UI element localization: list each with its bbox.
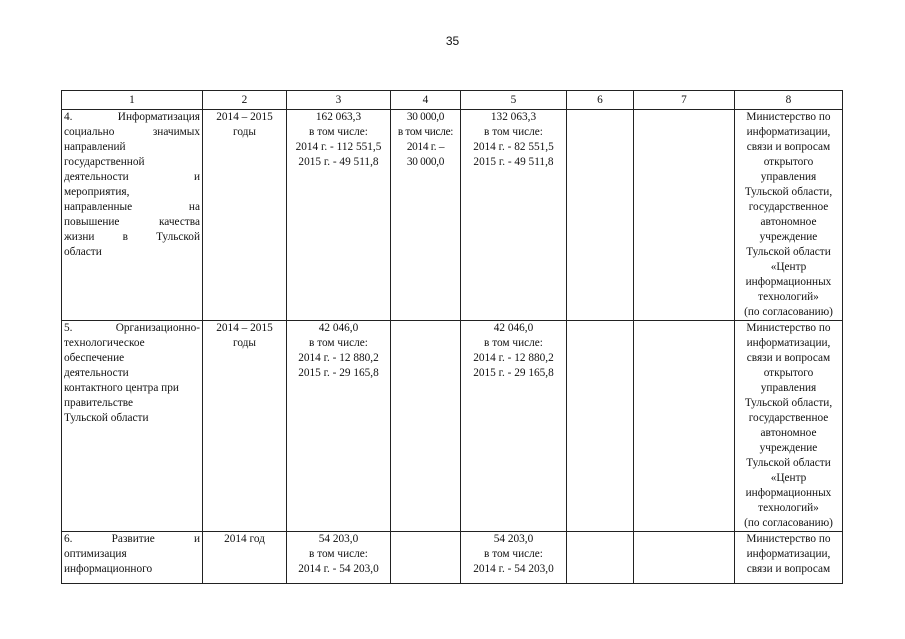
activity-name-line: деятельности — [64, 367, 129, 379]
other-funding-cell — [634, 532, 735, 584]
total-funding-line: 2014 г. - 54 203,0 — [298, 563, 379, 575]
executor-line: связи и вопросам — [746, 141, 831, 153]
header-row — [62, 91, 843, 110]
period-line: годы — [232, 126, 256, 138]
executor-line: информационных — [745, 487, 832, 499]
executor-line: учреждение — [759, 231, 818, 243]
executor-line: (по согласованию) — [744, 306, 833, 318]
executor-line: автономное — [760, 216, 817, 228]
total-funding-line: 42 046,0 — [318, 322, 359, 334]
header-cell: 8 — [735, 91, 843, 110]
activity-name-line: контактного центра при — [64, 382, 179, 394]
header-cell: 6 — [567, 91, 634, 110]
total-funding-line: в том числе: — [309, 126, 368, 138]
regional-funding-line: в том числе: — [484, 337, 543, 349]
federal-funding-cell — [391, 321, 461, 532]
executor-line: Тульской области, — [744, 186, 833, 198]
program-table — [61, 90, 843, 584]
header-cell: 5 — [461, 91, 567, 110]
activity-name-cell — [62, 110, 203, 321]
local-funding-cell — [567, 532, 634, 584]
executor-line: Тульской области — [746, 457, 831, 469]
federal-funding-line: в том числе: — [397, 126, 454, 138]
executor-line: открытого — [763, 156, 814, 168]
executor-line: связи и вопросам — [746, 352, 831, 364]
table-body — [62, 110, 843, 584]
executor-line: «Центр — [770, 261, 807, 273]
executor-line: (по согласованию) — [744, 517, 833, 529]
executor-line: «Центр — [770, 472, 807, 484]
executor-cell — [735, 110, 843, 321]
executor-line: управления — [760, 382, 817, 394]
executor-line: управления — [760, 171, 817, 183]
activity-name-line: государственной — [64, 156, 145, 168]
executor-cell — [735, 321, 843, 532]
federal-funding-line: 30 000,0 — [406, 111, 445, 123]
federal-funding-line: 30 000,0 — [406, 156, 445, 168]
federal-funding-cell — [391, 110, 461, 321]
regional-funding-line: 2014 г. - 82 551,5 — [473, 141, 554, 153]
executor-line: государственное — [748, 201, 829, 213]
local-funding-cell — [567, 321, 634, 532]
local-funding-cell — [567, 110, 634, 321]
regional-funding-cell — [461, 321, 567, 532]
executor-line: информатизации, — [746, 548, 831, 560]
total-funding-line: 162 063,3 — [315, 111, 362, 123]
activity-name-line: направлений — [64, 141, 126, 153]
executor-line: информатизации, — [746, 337, 831, 349]
period-line: годы — [232, 337, 256, 349]
total-funding-line: 54 203,0 — [318, 533, 359, 545]
total-funding-cell — [287, 532, 391, 584]
total-funding-line: в том числе: — [309, 337, 368, 349]
period-line: 2014 – 2015 — [216, 111, 273, 123]
activity-name-line: 5. Организационно- — [64, 322, 200, 334]
regional-funding-line: 2014 г. - 12 880,2 — [473, 352, 554, 364]
period-line: 2014 – 2015 — [216, 322, 273, 334]
table-row — [62, 110, 843, 321]
activity-name-line: технологическое — [64, 337, 145, 349]
executor-cell — [735, 532, 843, 584]
activity-name-line: области — [64, 246, 102, 258]
executor-line: учреждение — [759, 442, 818, 454]
federal-funding-line: 2014 г. – — [406, 141, 445, 153]
federal-funding-cell — [391, 532, 461, 584]
activity-name-line: правительстве — [64, 397, 134, 409]
regional-funding-line: 42 046,0 — [493, 322, 534, 334]
total-funding-line: 2014 г. - 112 551,5 — [295, 141, 382, 153]
regional-funding-line: в том числе: — [484, 126, 543, 138]
executor-line: информатизации, — [746, 126, 831, 138]
header-cell: 3 — [287, 91, 391, 110]
activity-name-line: мероприятия, — [64, 186, 130, 198]
other-funding-cell — [634, 110, 735, 321]
activity-name-cell — [62, 321, 203, 532]
period-line: 2014 год — [224, 533, 265, 545]
executor-line: Министерство по — [746, 111, 831, 123]
activity-name-line: направленные на — [64, 201, 200, 213]
regional-funding-line: 2015 г. - 49 511,8 — [473, 156, 554, 168]
executor-line: Тульской области — [746, 246, 831, 258]
activity-name-line: деятельности и — [64, 171, 200, 183]
table-row — [62, 321, 843, 532]
other-funding-cell — [634, 321, 735, 532]
total-funding-line: 2014 г. - 12 880,2 — [298, 352, 379, 364]
executor-line: технологий» — [758, 291, 819, 303]
page-number: 35 — [445, 34, 460, 48]
regional-funding-line: 54 203,0 — [493, 533, 534, 545]
regional-funding-cell — [461, 110, 567, 321]
period-cell — [203, 321, 287, 532]
activity-name-line: оптимизация — [64, 548, 127, 560]
executor-line: Тульской области, — [744, 397, 833, 409]
activity-name-line: 6. Развитие и — [64, 533, 200, 545]
regional-funding-line: в том числе: — [484, 548, 543, 560]
executor-line: технологий» — [758, 502, 819, 514]
period-cell — [203, 532, 287, 584]
activity-name-line: жизни в Тульской — [64, 231, 200, 243]
regional-funding-line: 2014 г. - 54 203,0 — [473, 563, 554, 575]
header-cell: 7 — [634, 91, 735, 110]
activity-name-line: социально значимых — [64, 126, 200, 138]
activity-name-line: Тульской области — [64, 412, 149, 424]
total-funding-cell — [287, 110, 391, 321]
executor-line: информационных — [745, 276, 832, 288]
executor-line: Министерство по — [746, 322, 831, 334]
total-funding-line: 2015 г. - 49 511,8 — [298, 156, 379, 168]
activity-name-cell — [62, 532, 203, 584]
header-cell: 1 — [62, 91, 203, 110]
activity-name-line: информационного — [64, 563, 153, 575]
total-funding-line: 2015 г. - 29 165,8 — [298, 367, 379, 379]
regional-funding-line: 2015 г. - 29 165,8 — [473, 367, 554, 379]
executor-line: связи и вопросам — [746, 563, 831, 575]
regional-funding-line: 132 063,3 — [490, 111, 537, 123]
executor-line: открытого — [763, 367, 814, 379]
regional-funding-cell — [461, 532, 567, 584]
executor-line: государственное — [748, 412, 829, 424]
header-cell: 2 — [203, 91, 287, 110]
table-row — [62, 532, 843, 584]
executor-line: автономное — [760, 427, 817, 439]
period-cell — [203, 110, 287, 321]
header-cell: 4 — [391, 91, 461, 110]
activity-name-line: повышение качества — [64, 216, 200, 228]
activity-name-line: 4. Информатизация — [64, 111, 200, 123]
total-funding-line: в том числе: — [309, 548, 368, 560]
executor-line: Министерство по — [746, 533, 831, 545]
activity-name-line: обеспечение — [64, 352, 125, 364]
total-funding-cell — [287, 321, 391, 532]
